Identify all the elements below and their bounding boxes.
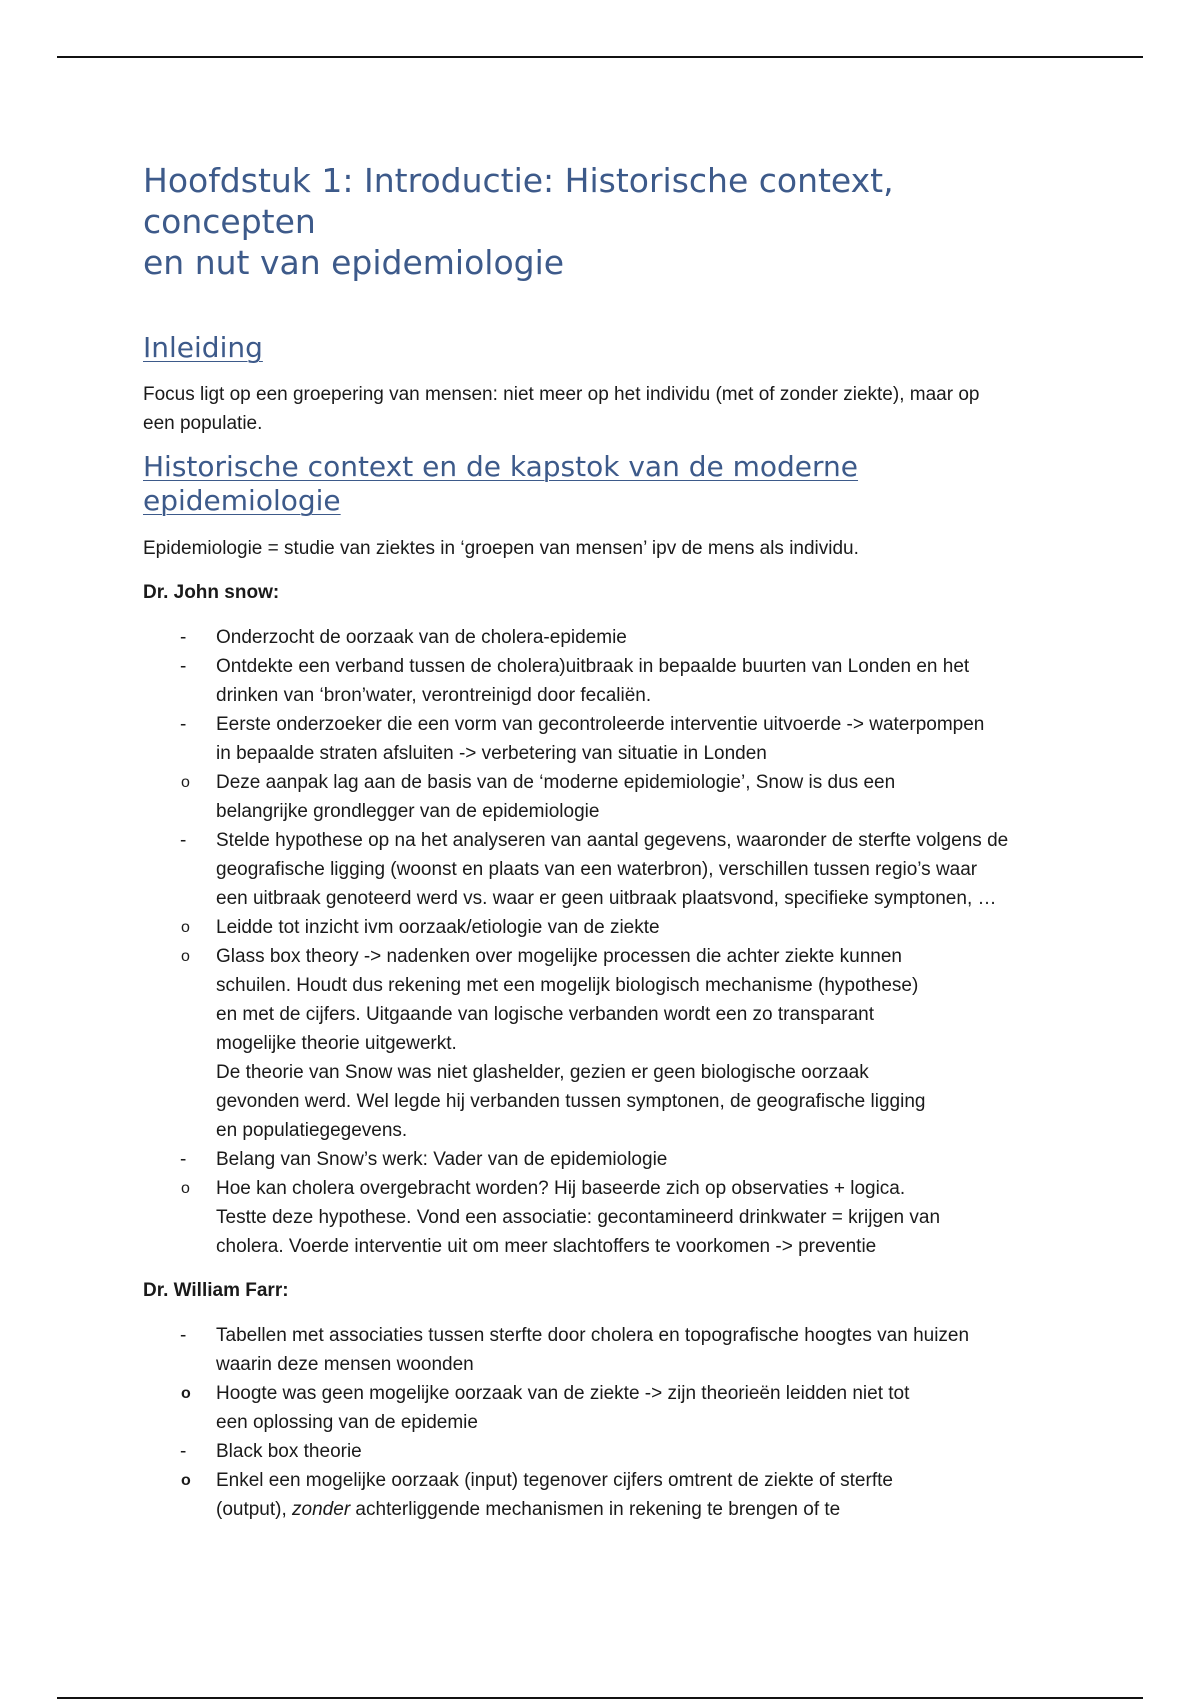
sublist-item: o Hoogte was geen mogelijke oorzaak van de ziekte -> zijn theorieën leidden niet tot een oplossing van de epidemie bbox=[143, 1379, 1063, 1437]
snow-list bbox=[143, 623, 1063, 1261]
farr-list bbox=[143, 1321, 1063, 1524]
document-body bbox=[143, 160, 1063, 1524]
header-rule bbox=[57, 56, 1143, 58]
sublist-item: o Enkel een mogelijke oorzaak (input) tegenover cijfers omtrent de ziekte of sterfte (output), zonder achterliggende mechanismen in rekening te brengen of te bbox=[143, 1466, 1063, 1524]
footer-rule bbox=[57, 1697, 1143, 1699]
sublist-item: o Deze aanpak lag aan de basis van de ‘moderne epidemiologie’, Snow is dus een belangrijke grondlegger van de epidemiologie bbox=[143, 768, 1063, 826]
list-item: - Onderzocht de oorzaak van de cholera-epidemie bbox=[143, 623, 1063, 652]
list-item: - Black box theorie o Enkel een mogelijke oorzaak (input) tegenover cijfers omtrent de ziekte of sterfte (output), zonder achterliggende mechanismen in rekening te brengen of te bbox=[143, 1437, 1063, 1524]
sublist bbox=[143, 913, 1063, 1145]
list-item: - Eerste onderzoeker die een vorm van gecontroleerde interventie uitvoerde -> waterpompen in bepaalde straten afsluiten -> verbetering van situatie in Londen o Deze aanpak lag aan de basis van de ‘moderne epidemiologie’, Snow is dus een belangrijke grondlegger van de epidemiologie bbox=[143, 710, 1063, 826]
page-title: Hoofdstuk 1: Introductie: Historische context, concepten en nut van epidemiologie bbox=[143, 161, 894, 282]
heading-historische-context: Historische context en de kapstok van de moderne epidemiologie bbox=[143, 450, 859, 517]
sublist-item: o Leidde tot inzicht ivm oorzaak/etiologie van de ziekte bbox=[143, 913, 1063, 942]
inleiding-paragraph: Focus ligt op een groepering van mensen: niet meer op het individu (met of zonder ziekte), maar op een populatie. bbox=[143, 384, 980, 434]
list-item: - Stelde hypothese op na het analyseren van aantal gegevens, waaronder de sterfte volgens de geografische ligging (woonst en plaats van een waterbron), verschillen tussen regio’s waar een uitbraak genoteerd werd vs. waar er geen uitbraak plaatsvond, specifieke symptonen, … o Leidde tot inzicht ivm oorzaak/etiologie van de ziekte o Glass box theory -> nadenken over mogelijke processen die achter ziekte kunnen schuilen. Houdt dus rekening met een mogelijk biologisch mechanisme (hypothese) en met de cijfers. Uitgaande van logische verbanden wordt een zo transparant mogelijke theorie uitgewerkt. De theorie van Snow was niet glashelder, gezien er geen biologische oorzaak gevonden werd. Wel legde hij verbanden tussen symptonen, de geografische ligging en populatiegegevens. bbox=[143, 826, 1063, 1145]
heading-inleiding: Inleiding bbox=[143, 331, 263, 364]
sublist bbox=[143, 768, 1063, 826]
sublist bbox=[143, 1174, 1063, 1261]
definition-paragraph: Epidemiologie = studie van ziektes in ‘groepen van mensen’ ipv de mens als individu. bbox=[143, 538, 859, 559]
john-snow-label: Dr. John snow: bbox=[143, 582, 280, 603]
william-farr-label: Dr. William Farr: bbox=[143, 1280, 289, 1301]
sublist-item: o Glass box theory -> nadenken over mogelijke processen die achter ziekte kunnen schuilen. Houdt dus rekening met een mogelijk biologisch mechanisme (hypothese) en met de cijfers. Uitgaande van logische verbanden wordt een zo transparant mogelijke theorie uitgewerkt. De theorie van Snow was niet glashelder, gezien er geen biologische oorzaak gevonden werd. Wel legde hij verbanden tussen symptonen, de geografische ligging en populatiegegevens. bbox=[143, 942, 1063, 1145]
list-item: - Ontdekte een verband tussen de cholera)uitbraak in bepaalde buurten van Londen en het drinken van ‘bron’water, verontreinigd door fecaliën. bbox=[143, 652, 1063, 710]
sublist bbox=[143, 1466, 1063, 1524]
list-item: - Belang van Snow’s werk: Vader van de epidemiologie o Hoe kan cholera overgebracht worden? Hij baseerde zich op observaties + logica. Testte deze hypothese. Vond een associatie: gecontamineerd drinkwater = krijgen van cholera. Voerde interventie uit om meer slachtoffers te voorkomen -> preventie bbox=[143, 1145, 1063, 1261]
sublist-item: o Hoe kan cholera overgebracht worden? Hij baseerde zich op observaties + logica. Testte deze hypothese. Vond een associatie: gecontamineerd drinkwater = krijgen van cholera. Voerde interventie uit om meer slachtoffers te voorkomen -> preventie bbox=[143, 1174, 1063, 1261]
sublist bbox=[143, 1379, 1063, 1437]
list-item: - Tabellen met associaties tussen sterfte door cholera en topografische hoogtes van huizen waarin deze mensen woonden o Hoogte was geen mogelijke oorzaak van de ziekte -> zijn theorieën leidden niet tot een oplossing van de epidemie bbox=[143, 1321, 1063, 1437]
